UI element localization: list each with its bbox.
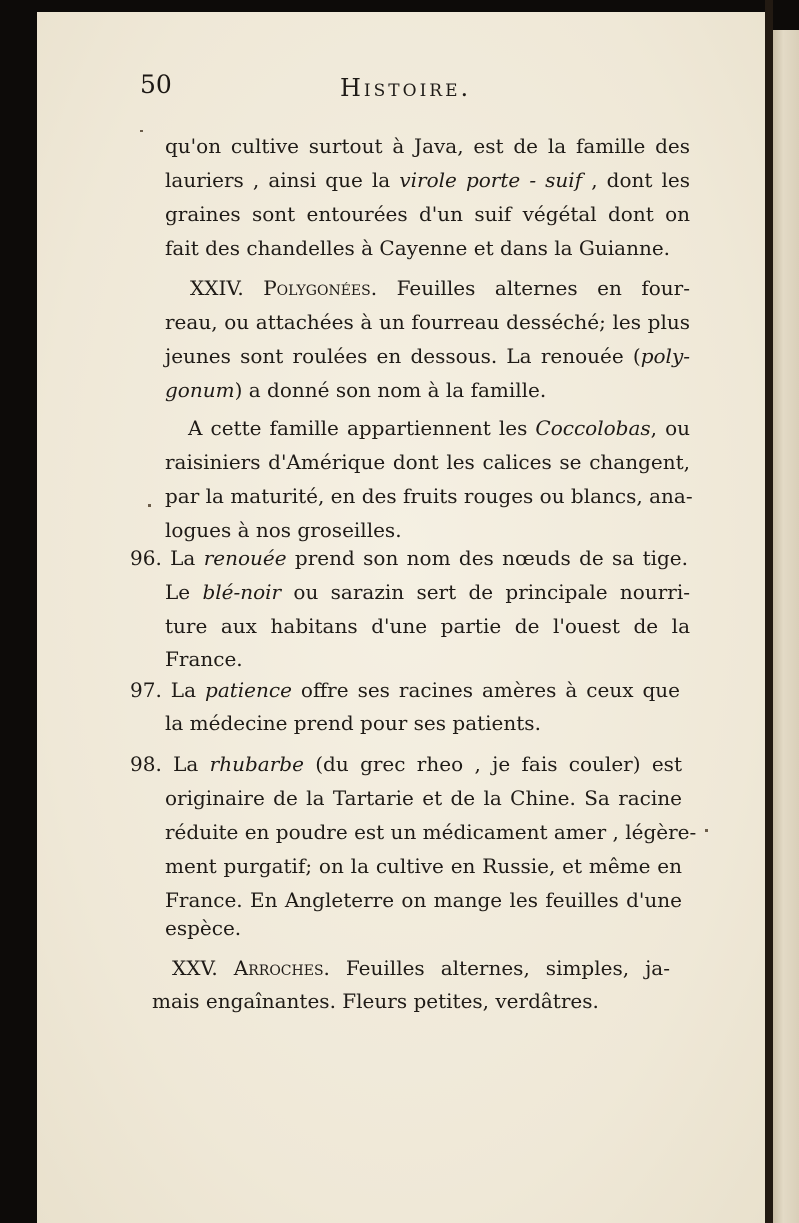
- text-line: qu'on cultive surtout à Java, est de la famille des: [165, 134, 690, 158]
- running-head: Histoire.: [340, 74, 472, 102]
- text-line: ture aux habitans d'une partie de l'ouest de la: [165, 614, 690, 638]
- page-gutter-shadow: [765, 0, 773, 1223]
- text-line: reau, ou attachées à un fourreau desséché; les plus: [165, 310, 690, 334]
- text-line: France. En Angleterre on mange les feuilles d'une: [165, 888, 682, 912]
- numbered-entry-line: 98. La rhubarbe (du grec rheo , je fais couler) est: [130, 752, 682, 776]
- text-line: réduite en poudre est un médicament amer , légère-: [165, 820, 697, 844]
- text-line: logues à nos groseilles.: [165, 518, 402, 542]
- family-name: Arroches: [233, 956, 324, 980]
- text-line: par la maturité, en des fruits rouges ou blancs, ana-: [165, 484, 693, 508]
- page-number: 50: [140, 70, 172, 99]
- text-line: lauriers , ainsi que la virole porte - suif , dont les: [165, 168, 690, 192]
- text-line: ment purgatif; on la cultive en Russie, et même en: [165, 854, 682, 878]
- text-line: mais engaînantes. Fleurs petites, verdâtres.: [152, 989, 599, 1013]
- text-line: fait des chandelles à Cayenne et dans la Guianne.: [165, 236, 671, 260]
- text-line: la médecine prend pour ses patients.: [165, 711, 541, 735]
- text-line: graines sont entourées d'un suif végétal dont on: [165, 202, 690, 226]
- text-line: A cette famille appartiennent les Coccolobas, ou: [188, 416, 691, 440]
- ink-speck: [148, 504, 151, 507]
- section-heading-line: XXIV. Polygonées. Feuilles alternes en four-: [190, 276, 691, 300]
- numbered-entry-line: 96. La renouée prend son nom des nœuds de sa tige.: [130, 546, 689, 570]
- text-line: originaire de la Tartarie et de la Chine. Sa racine: [165, 786, 682, 810]
- family-name: Polygonées: [263, 276, 371, 300]
- text-line: raisiniers d'Amérique dont les calices se changent,: [165, 450, 690, 474]
- text-line: France.: [165, 647, 243, 671]
- section-heading-line: XXV. Arroches. Feuilles alternes, simples, ja-: [172, 956, 670, 980]
- text-line: jeunes sont roulées en dessous. La renouée (poly-: [165, 344, 690, 368]
- text-line: Le blé-noir ou sarazin sert de principale nourri-: [165, 580, 690, 604]
- text-line: gonum) a donné son nom à la famille.: [165, 378, 547, 402]
- ink-speck: [705, 829, 708, 832]
- ink-speck: [140, 130, 143, 132]
- next-page-edge: [773, 30, 799, 1223]
- numbered-entry-line: 97. La patience offre ses racines amères à ceux que: [130, 678, 680, 702]
- text-line: espèce.: [165, 916, 242, 940]
